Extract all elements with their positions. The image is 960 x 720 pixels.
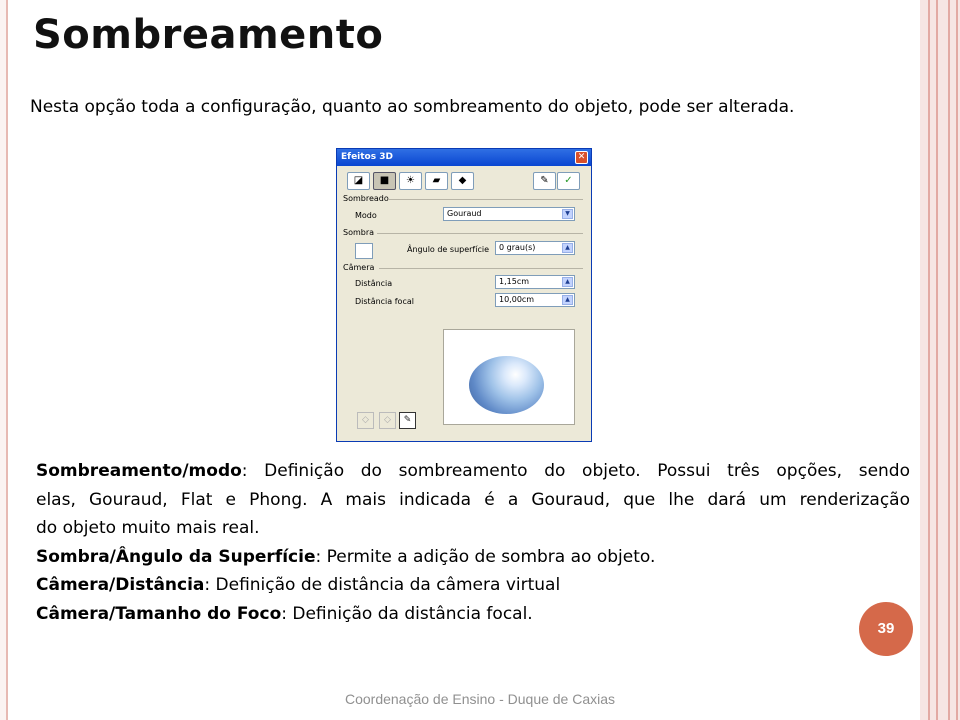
effects-3d-dialog [336, 148, 592, 442]
distance-value: 1,15cm [499, 277, 530, 286]
dialog-title: Efeitos 3D [341, 152, 393, 162]
page-number-badge: 39 [859, 602, 913, 656]
focal-distance-label: Distância focal [355, 297, 414, 306]
geometry-icon[interactable]: ◪ [347, 172, 370, 190]
paragraph-camera-focus [36, 600, 910, 629]
focal-distance-spinner[interactable] [495, 293, 575, 307]
definition-shading-2: elas, Gouraud, Flat e Phong. A mais indicada é a Gouraud, que lhe dará um renderização [36, 489, 910, 510]
footer-text: Coordenação de Ensino - Duque de Caxias [344, 691, 616, 707]
spin-arrows-icon[interactable]: ▲ [562, 277, 573, 287]
shadow-toggle-button[interactable] [355, 243, 373, 259]
convert-3d-icon: ◇ [357, 412, 374, 429]
dialog-toolbar [345, 172, 583, 190]
definition-shading-1: : Definição do sombreamento do objeto. Possui três opções, sendo [241, 461, 910, 481]
paragraph-camera-distance [36, 571, 910, 600]
material-icon[interactable]: ◆ [451, 172, 474, 190]
term-camera-distance: Câmera/Distância [36, 575, 205, 595]
apply-check-icon[interactable]: ✓ [557, 172, 580, 190]
paragraph-shading-line3 [36, 514, 910, 543]
slide-right-border [920, 0, 960, 720]
definition-camera-distance: : Definição de distância da câmera virtual [204, 575, 561, 595]
surface-angle-spinner[interactable] [495, 241, 575, 255]
definition-shadow: : Permite a adição de sombra ao objeto. [315, 546, 656, 567]
section-shadow: Sombra [343, 228, 375, 237]
paragraph-shadow [36, 543, 910, 572]
chevron-down-icon[interactable]: ▼ [562, 209, 573, 219]
term-camera-focus: Câmera/Tamanho do Foco [36, 603, 282, 624]
close-icon[interactable]: ✕ [575, 151, 588, 164]
paragraph-shading-line2 [36, 486, 910, 515]
texture-icon[interactable]: ▰ [425, 172, 448, 190]
slide-left-border [0, 0, 8, 720]
lathe-icon: ◇ [379, 412, 396, 429]
paragraph-shading-line1 [36, 457, 910, 486]
surface-angle-label: Ângulo de superfície [407, 245, 490, 254]
surface-angle-value: 0 grau(s) [499, 243, 536, 252]
assign-icon[interactable]: ✎ [399, 412, 416, 429]
pipette-icon[interactable]: ✎ [533, 172, 556, 190]
mode-label: Modo [355, 211, 377, 220]
focal-distance-value: 10,00cm [499, 295, 535, 304]
definition-camera-focus: : Definição da distância focal. [281, 603, 533, 624]
mode-select[interactable] [443, 207, 575, 221]
section-divider [379, 268, 583, 269]
spin-arrows-icon[interactable]: ▲ [562, 295, 573, 305]
section-divider [389, 199, 583, 200]
term-shadow: Sombra/Ângulo da Superfície [36, 546, 316, 567]
shading-icon[interactable]: ■ [373, 172, 396, 190]
body-text [36, 457, 910, 628]
intro-text: Nesta opção toda a configuração, quanto ao sombreamento do objeto, pode ser alterada. [30, 97, 795, 117]
section-camera: Câmera [343, 263, 375, 272]
term-shading: Sombreamento/modo [36, 461, 242, 481]
lightbulb-icon[interactable]: ☀ [399, 172, 422, 190]
slide-title: Sombreamento [33, 12, 384, 58]
section-shading: Sombreado [343, 194, 389, 203]
sphere-preview [469, 356, 544, 414]
distance-label: Distância [355, 279, 393, 288]
section-divider [377, 233, 583, 234]
spin-arrows-icon[interactable]: ▲ [562, 243, 573, 253]
definition-shading-3: do objeto muito mais real. [36, 518, 260, 538]
mode-value: Gouraud [447, 209, 482, 218]
distance-spinner[interactable] [495, 275, 575, 289]
preview-panel [443, 329, 575, 425]
dialog-titlebar [337, 149, 591, 166]
